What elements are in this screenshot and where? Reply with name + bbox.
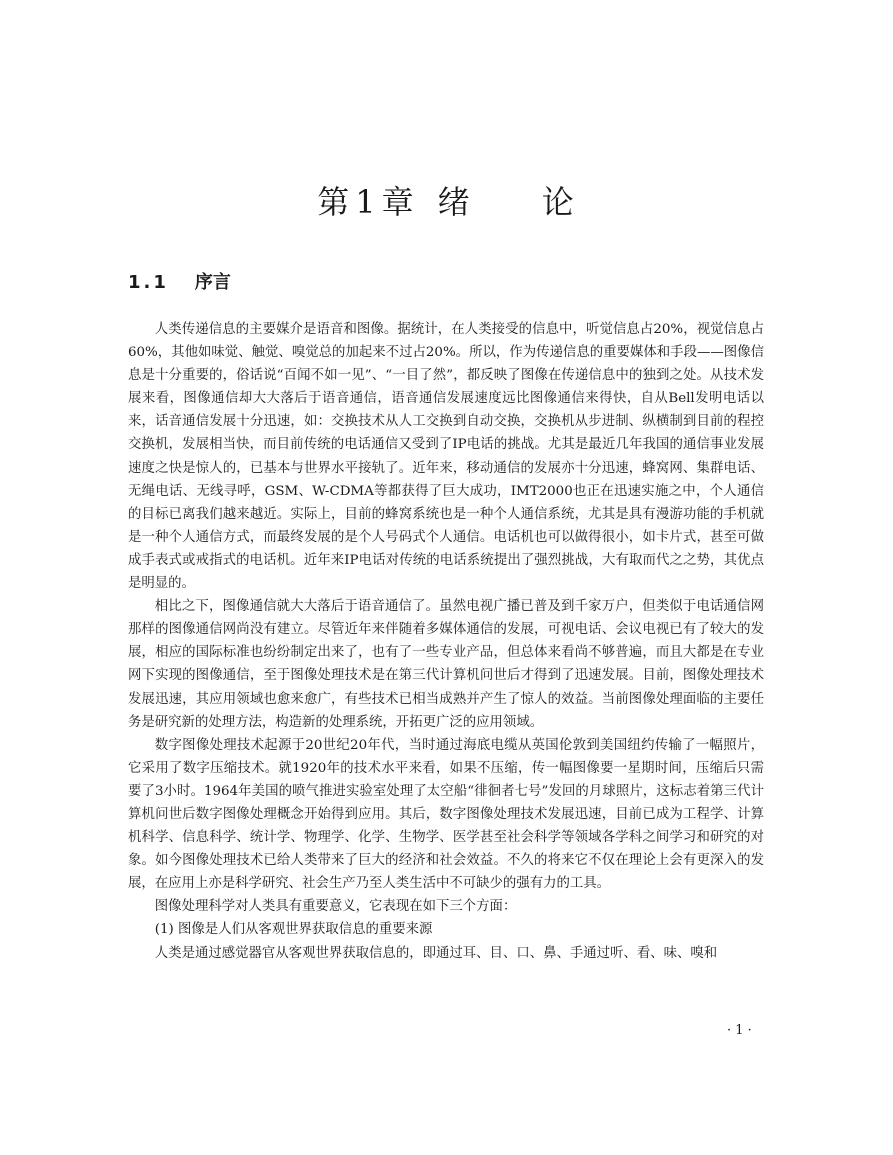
- paragraph: 数字图像处理技术起源于20世纪20年代，当时通过海底电缆从英国伦敦到美国纽约传输了一幅照片，它采用了数字压缩技术。就1920年的技术水平来看，如果不压缩，传一幅图像要一星期时间，压缩后只需要了3小时。1964年美国的喷气推进实验室处理了太空船“徘徊者七号”发回的月球照片，这标志着第三代计算机问世后数字图像处理概念开始得到应用。其后，数字图像处理技术发展迅速，目前已成为工程学、计算机科学、信息科学、统计学、物理学、化学、生物学、医学甚至社会科学等领域各学科之间学习和研究的对象。如今图像处理技术已给人类带来了巨大的经济和社会效益。不久的将来它不仅在理论上会有更深入的发展，在应用上亦是科学研究、社会生产乃至人类生活中不可缺少的强有力的工具。: [128, 737, 764, 892]
- section-number: 1.1: [128, 272, 169, 293]
- chapter-number: 1: [355, 183, 378, 221]
- chapter-label-prefix: 第: [317, 183, 352, 221]
- body-text: [128, 318, 764, 965]
- list-heading: (1) 图像是人们从客观世界获取信息的重要来源: [154, 922, 433, 938]
- paragraph: 相比之下，图像通信就大大落后于语音通信了。虽然电视广播已普及到千家万户，但类似于电话通信网那样的图像通信网尚没有建立。尽管近年来伴随着多媒体通信的发展，可视电话、会议电视已有了较大的发展，相应的国际标准也纷纷制定出来了，也有了一些专业产品，但总体来看尚不够普遍，而且大都是在专业网下实现的图像通信，至于图像处理技术是在第三代计算机问世后才得到了迅速发展。目前，图像处理技术发展迅速，其应用领域也愈来愈广，有些技术已相当成熟并产生了惊人的效益。当前图像处理面临的主要任务是研究新的处理方法，构造新的处理系统，开拓更广泛的应用领域。: [128, 599, 764, 730]
- chapter-title: [0, 183, 893, 221]
- paragraph: 图像处理科学对人类具有重要意义，它表现在如下三个方面：: [154, 899, 517, 915]
- paragraph: 人类传递信息的主要媒介是语音和图像。据统计，在人类接受的信息中，听觉信息占20%，视觉信息占60%，其他如味觉、触觉、嗅觉总的加起来不过占20%。所以，作为传递信息的重要媒体和手段——图像信息是十分重要的，俗话说“百闻不如一见”、“一目了然”，都反映了图像在传递信息中的独到之处。从技术发展来看，图像通信却大大落后于语音通信，语音通信发展速度远比图像通信来得快，自从Bell发明电话以来，话音通信发展十分迅速，如：交换技术从人工交换到自动交换，交换机从步进制、纵横制到目前的程控交换机，发展相当快，而目前传统的电话通信又受到了IP电话的挑战。尤其是最近几年我国的通信事业发展速度之快是惊人的，已基本与世界水平接轨了。近年来，移动通信的发展亦十分迅速，蜂窝网、集群电话、无绳电话、无线寻呼，GSM、W-CDMA等都获得了巨大成功，IMT2000也正在迅速实施之中，个人通信的目标已离我们越来越近。实际上，目前的蜂窝系统也是一种个人通信系统，尤其是具有漫游功能的手机就是一种个人通信方式，而最终发展的是个人号码式个人通信。电话机也可以做得很小，如卡片式，甚至可做成手表式或戒指式的电话机。近年来IP电话对传统的电话系统提出了强烈挑战，大有取而代之之势，其优点是明显的。: [128, 322, 764, 592]
- section-heading: [128, 274, 231, 292]
- chapter-label-suffix: 章: [381, 183, 416, 221]
- chapter-title-char-2: 论: [541, 183, 576, 221]
- paragraph: 人类是通过感觉器官从客观世界获取信息的，即通过耳、目、口、鼻、手通过听、看、味、嗅和: [154, 945, 718, 961]
- chapter-title-char-1: 绪: [437, 183, 472, 221]
- page-number: · 1 ·: [727, 1023, 752, 1038]
- section-title: 序言: [194, 272, 231, 293]
